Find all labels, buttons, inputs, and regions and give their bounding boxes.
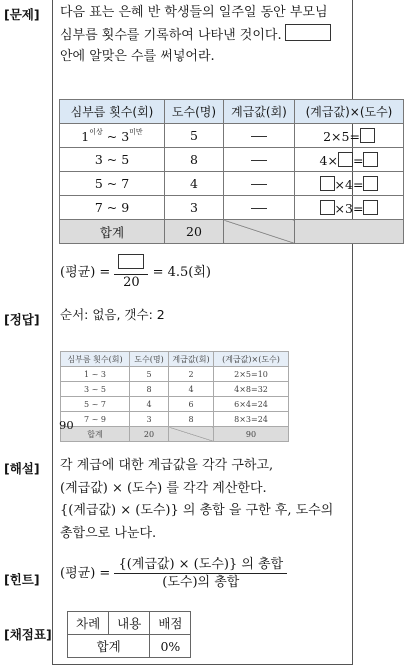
problem-line-2: 심부름 횟수를 기록하여 나타낸 것이다. bbox=[60, 24, 331, 47]
blank-box-icon bbox=[338, 152, 353, 167]
table-header: 계급값(회) bbox=[169, 352, 214, 367]
blank-box-icon bbox=[118, 254, 144, 269]
blank-line-icon bbox=[251, 208, 267, 209]
answer-label: [정답] bbox=[4, 312, 40, 327]
mean-formula: (평균) = 20 = 4.5(회) bbox=[60, 254, 211, 291]
total-label: 합계 bbox=[60, 220, 165, 244]
class-value-cell bbox=[224, 172, 295, 196]
score-total-value: 0% bbox=[150, 635, 191, 658]
answer-box-icon bbox=[285, 24, 331, 41]
frequency-table bbox=[59, 99, 404, 244]
score-label: [채점표] bbox=[4, 627, 52, 642]
blank-box-icon bbox=[320, 176, 335, 191]
blank-box-icon bbox=[320, 200, 335, 215]
total-product-cell bbox=[295, 220, 404, 244]
score-header: 차례 bbox=[68, 612, 109, 635]
answer-table bbox=[60, 351, 289, 442]
count-cell: 4 bbox=[165, 172, 224, 196]
table-header: 계급값(회) bbox=[224, 100, 295, 124]
hint-label: [힌트] bbox=[4, 572, 40, 587]
product-cell: 2×5= bbox=[295, 124, 404, 148]
total-count: 20 bbox=[165, 220, 224, 244]
product-cell: 4× = bbox=[295, 148, 404, 172]
score-total-label: 합계 bbox=[68, 635, 150, 658]
table-total-row bbox=[60, 220, 404, 244]
table-row: 1 ~ 3 5 2 2×5=10 bbox=[61, 367, 289, 382]
range-cell: 7 ~ 9 bbox=[60, 196, 165, 220]
problem-line-3: 안에 알맞은 수를 써넣어라. bbox=[60, 49, 215, 64]
count-cell: 5 bbox=[165, 124, 224, 148]
table-header: (계급값)×(도수) bbox=[214, 352, 289, 367]
score-header: 내용 bbox=[109, 612, 150, 635]
score-table bbox=[67, 611, 191, 658]
table-header: 도수(명) bbox=[130, 352, 169, 367]
problem-line-1: 다음 표는 은혜 반 학생들의 일주일 동안 부모님 bbox=[60, 5, 328, 20]
table-header: 도수(명) bbox=[165, 100, 224, 124]
class-value-cell bbox=[224, 196, 295, 220]
range-cell: 5 ~ 7 bbox=[60, 172, 165, 196]
table-row bbox=[60, 196, 404, 220]
class-value-cell bbox=[224, 124, 295, 148]
explanation-label: [해설] bbox=[4, 461, 40, 476]
blank-box-icon bbox=[363, 200, 378, 215]
blank-box-icon bbox=[363, 176, 378, 191]
count-cell: 8 bbox=[165, 148, 224, 172]
table-total-row: 합계 20 90 bbox=[61, 427, 289, 442]
table-row bbox=[60, 124, 404, 148]
explanation-line-4: 총합으로 나눈다. bbox=[60, 526, 157, 541]
table-row: 7 ~ 9 3 8 8×3=24 bbox=[61, 412, 289, 427]
table-header: 심부름 횟수(회) bbox=[60, 100, 165, 124]
range-cell: 3 ~ 5 bbox=[60, 148, 165, 172]
table-row: 3 ~ 5 8 4 4×8=32 bbox=[61, 382, 289, 397]
answer-text: 순서: 없음, 갯수: 2 bbox=[60, 307, 165, 322]
explanation-line-3: {(계급값) × (도수)} 의 총합 을 구한 후, 도수의 bbox=[60, 503, 334, 518]
table-row: 5 ~ 7 4 6 6×4=24 bbox=[61, 397, 289, 412]
class-value-cell bbox=[224, 148, 295, 172]
blank-box-icon bbox=[363, 152, 378, 167]
table-header: (계급값)×(도수) bbox=[295, 100, 404, 124]
answer-value: 90 bbox=[59, 418, 74, 432]
blank-line-icon bbox=[251, 184, 267, 185]
explanation-line-2: (계급값) × (도수) 를 각각 계산한다. bbox=[60, 481, 267, 496]
blank-box-icon bbox=[360, 128, 375, 143]
table-header: 심부름 횟수(회) bbox=[61, 352, 130, 367]
product-cell: ×3= bbox=[295, 196, 404, 220]
table-row bbox=[60, 148, 404, 172]
product-cell: ×4= bbox=[295, 172, 404, 196]
hint-formula: (평균) = $\frac{\text{\{(계급값) × (도수)\} 의 총합}}{\text{(도수)의 총합}}$ bbox=[60, 556, 287, 591]
diagonal-cell bbox=[224, 220, 295, 244]
problem-label: [문제] bbox=[4, 7, 40, 22]
score-header: 배점 bbox=[150, 612, 191, 635]
range-cell: $1^{이상}$ ~ $3^{미만}$ bbox=[60, 124, 165, 148]
count-cell: 3 bbox=[165, 196, 224, 220]
blank-line-icon bbox=[251, 136, 267, 137]
blank-line-icon bbox=[251, 160, 267, 161]
explanation-line-1: 각 계급에 대한 계급값을 각각 구하고, bbox=[60, 458, 274, 473]
table-row bbox=[60, 172, 404, 196]
